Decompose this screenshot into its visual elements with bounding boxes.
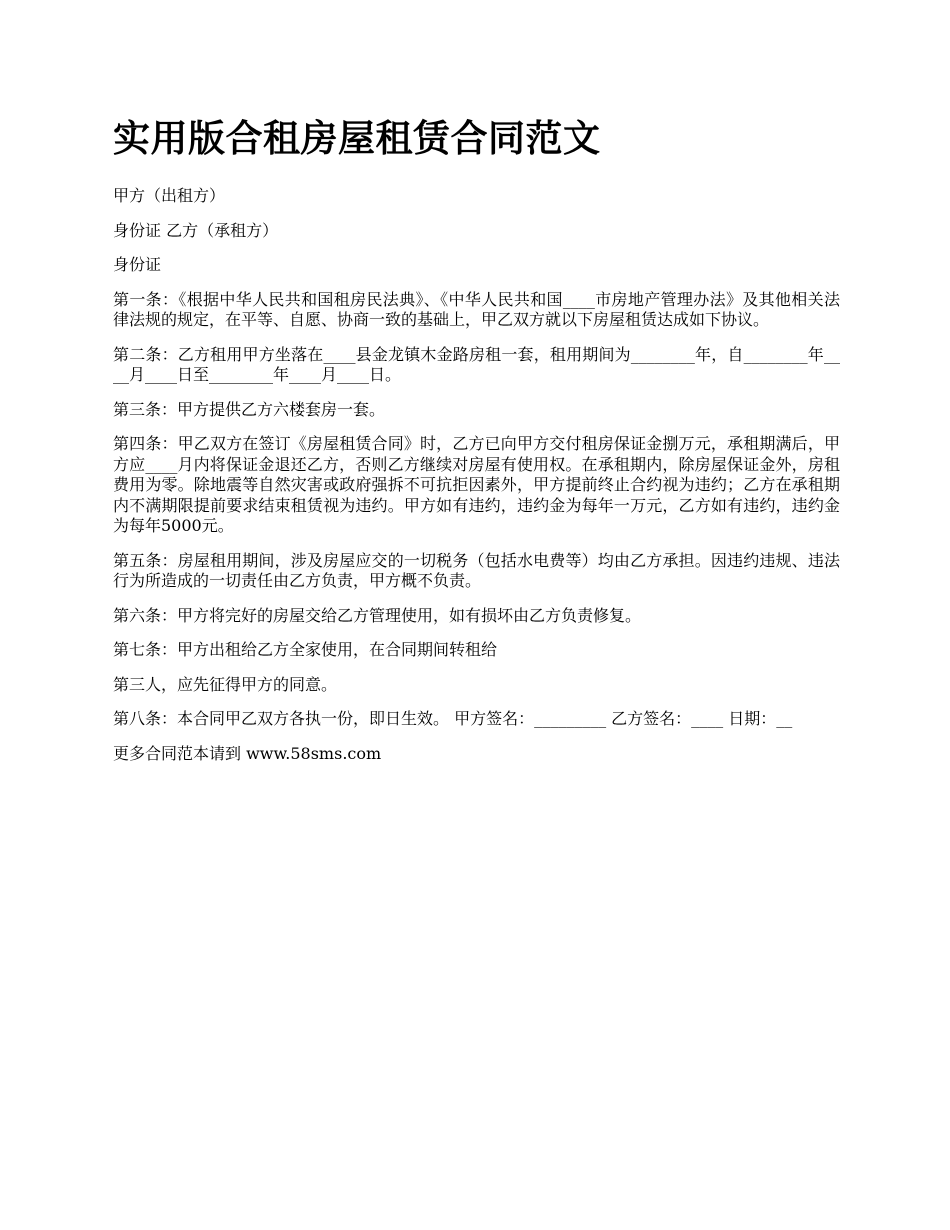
footer-more-templates: 更多合同范本请到 www.58sms.com <box>113 743 382 763</box>
article-6: 第六条：甲方将完好的房屋交给乙方管理使用，如有损坏由乙方负责修复。 <box>113 605 642 625</box>
article-5: 第五条：房屋租用期间，涉及房屋应交的一切税务（包括水电费等）均由乙方承担。因违约违规、违法行为所造成的一切责任由乙方负责，甲方概不负责。 <box>113 550 840 590</box>
article-4: 第四条：甲乙双方在签订《房屋租赁合同》时，乙方已向甲方交付租房保证金捌万元，承租期满后，甲方应____月内将保证金退还乙方，否则乙方继续对房屋有使用权。在承租期内，除房屋保证金外，房租费用为零。除地震等自然灾害或政府强拆不可抗拒因素外，甲方提前终止合约视为违约；乙方在承租期内不满期限提前要求结束租赁视为违约。甲方如有违约，违约金为每年一万元，乙方如有违约，违约金为每年5000元。 <box>113 434 840 535</box>
article-2: 第二条：乙方租用甲方坐落在____县金龙镇木金路房租一套，租用期间为________年，自________年____月____日至________年____月____日。 <box>113 344 840 384</box>
party-a-line: 甲方（出租方） <box>113 186 226 205</box>
article-7-continued: 第三人，应先征得甲方的同意。 <box>113 674 338 694</box>
party-b-line: 身份证 乙方（承租方） <box>113 220 279 240</box>
article-8-signatures: 第八条：本合同甲乙双方各执一份，即日生效。 甲方签名：_________ 乙方签名：____ 日期：__ <box>113 709 793 728</box>
id-card-line: 身份证 <box>113 255 162 274</box>
article-7: 第七条：甲方出租给乙方全家使用，在合同期间转租给 <box>113 640 498 659</box>
article-1: 第一条：《根据中华人民共和国租房民法典》、《中华人民共和国____市房地产管理办法》及其他相关法律法规的规定，在平等、自愿、协商一致的基础上，甲乙双方就以下房屋租赁达成如下协议。 <box>113 289 840 329</box>
document-title: 实用版合租房屋租赁合同范文 <box>113 116 601 160</box>
article-3: 第三条：甲方提供乙方六楼套房一套。 <box>113 399 386 419</box>
